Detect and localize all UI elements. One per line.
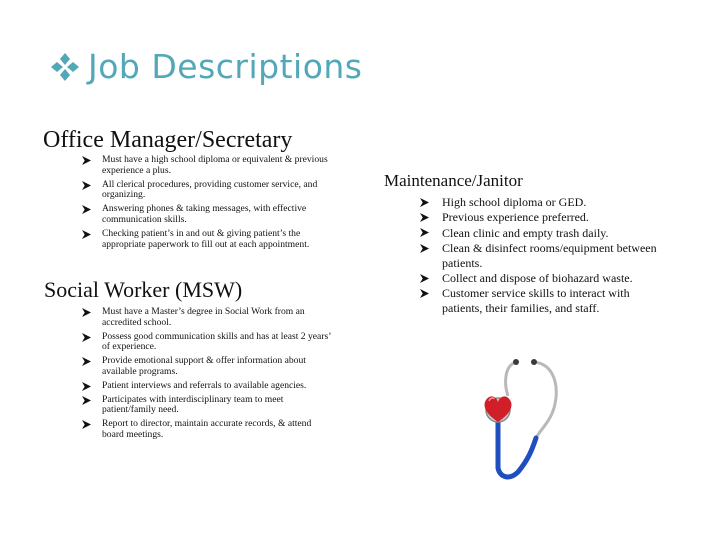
list-item: [102, 381, 332, 392]
arrow-bullet-icon: [82, 230, 91, 239]
arrow-bullet-icon: [82, 156, 91, 165]
list-item-text: Clean & disinfect rooms/equipment between patients.: [442, 241, 657, 270]
stethoscope-heart-icon: [478, 356, 562, 482]
social-worker-heading: Social Worker (MSW): [44, 277, 243, 302]
maintenance-list: [442, 195, 657, 316]
list-item-text: Answering phones & taking messages, with effective communication skills.: [102, 203, 307, 225]
list-item: [442, 286, 657, 315]
list-item: [102, 180, 337, 202]
list-item: [442, 241, 657, 270]
list-item-text: Must have a high school diploma or equivalent & previous experience a plus.: [102, 154, 328, 176]
arrow-bullet-icon: [82, 308, 91, 317]
arrow-bullet-icon: [82, 181, 91, 190]
list-item-text: Previous experience preferred.: [442, 210, 589, 225]
arrow-bullet-icon: [82, 420, 91, 429]
arrow-bullet-icon: [420, 228, 429, 237]
list-item: [442, 226, 657, 240]
list-item: [442, 210, 657, 224]
title-text: Job Descriptions: [88, 46, 363, 86]
maintenance-heading: Maintenance/Janitor: [384, 171, 523, 190]
list-item-text: Possess good communication skills and has at least 2 years’ of experience.: [102, 330, 331, 353]
list-item-text: Customer service skills to interact with patients, their families, and staff.: [442, 286, 630, 315]
arrow-bullet-icon: [82, 357, 91, 366]
list-item-text: Patient interviews and referrals to available agencies.: [102, 379, 307, 391]
list-item-text: Provide emotional support & offer information about available programs.: [102, 355, 306, 377]
list-item-text: Checking patient’s in and out & giving patient’s the appropriate paperwork to fill out at each appointment.: [102, 227, 310, 250]
list-item: [442, 271, 657, 285]
list-item: [442, 195, 657, 209]
office-manager-list: [102, 155, 337, 253]
list-item: [102, 155, 337, 177]
list-item: [102, 419, 332, 441]
slide-title: [50, 44, 363, 88]
list-item-text: All clerical procedures, providing customer service, and organizing.: [102, 178, 318, 201]
arrow-bullet-icon: [420, 274, 429, 283]
four-diamond-bullet-icon: [50, 51, 80, 81]
list-item: [102, 204, 337, 226]
list-item: [102, 395, 332, 417]
list-item-text: Report to director, maintain accurate records, & attend board meetings.: [102, 418, 312, 440]
list-item-text: Clean clinic and empty trash daily.: [442, 225, 609, 240]
arrow-bullet-icon: [82, 382, 91, 391]
list-item: [102, 307, 332, 329]
arrow-bullet-icon: [82, 396, 91, 405]
arrow-bullet-icon: [420, 289, 429, 298]
list-item: [102, 356, 332, 378]
list-item-text: High school diploma or GED.: [442, 195, 587, 209]
list-item: [102, 332, 332, 354]
list-item: [102, 229, 337, 251]
arrow-bullet-icon: [82, 333, 91, 342]
arrow-bullet-icon: [420, 244, 429, 253]
office-manager-heading: Office Manager/Secretary: [43, 127, 293, 153]
list-item-text: Participates with interdisciplinary team to meet patient/family need.: [102, 393, 284, 416]
arrow-bullet-icon: [82, 205, 91, 214]
list-item-text: Must have a Master’s degree in Social Work from an accredited school.: [102, 306, 305, 328]
arrow-bullet-icon: [420, 213, 429, 222]
arrow-bullet-icon: [420, 198, 429, 207]
social-worker-list: [102, 307, 332, 444]
list-item-text: Collect and dispose of biohazard waste.: [442, 271, 633, 286]
